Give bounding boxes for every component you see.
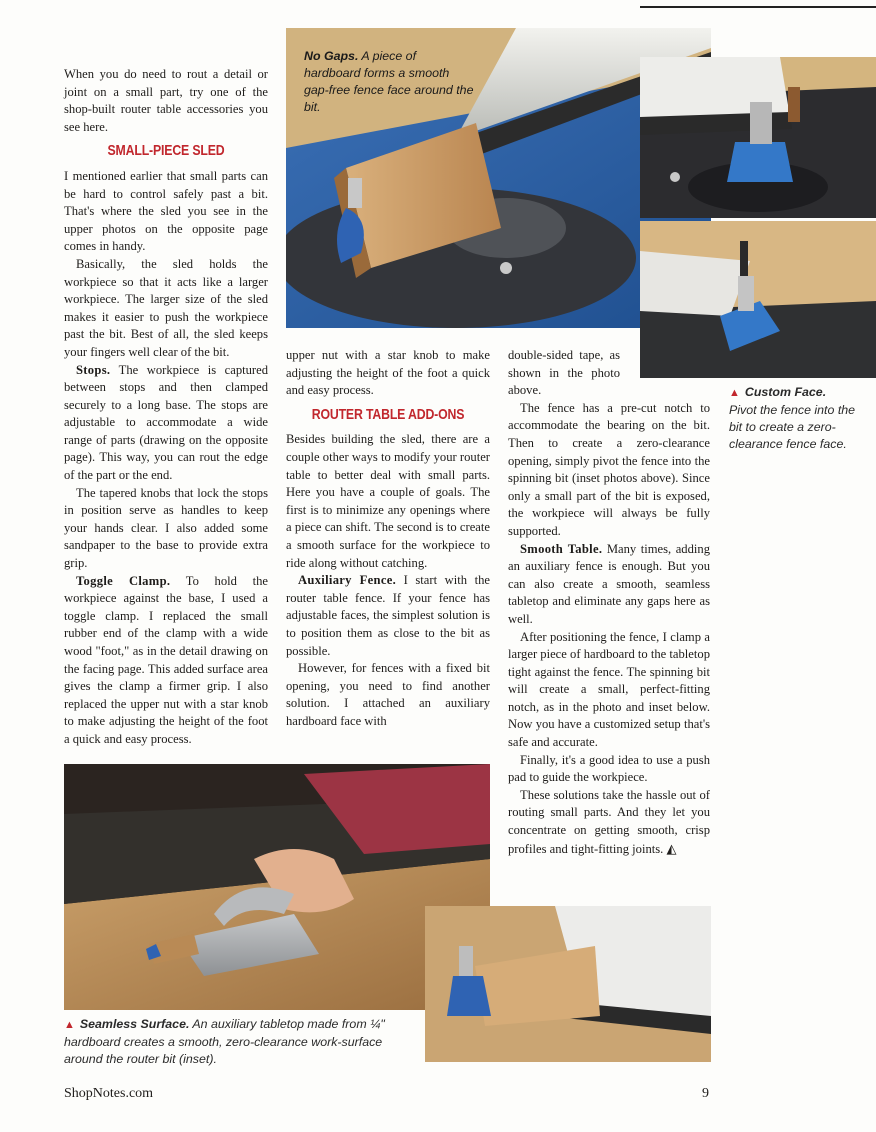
body-paragraph	[64, 362, 268, 485]
body-paragraph: The fence has a pre-cut notch to accommodate the bearing on the bit. Then to create a zero-clearance opening, simply pivot the fence into the spinning bit (inset photos above). Since only a small part of the bit is exposed, the workpiece will always be fully supported.	[508, 400, 710, 538]
closing-text: These solutions take the hassle out of routing small parts. And they let you concentrate on getting smooth, crisp profiles and tight-fitting joints.	[508, 787, 710, 856]
triangle-icon: ▲	[64, 1019, 75, 1031]
intro-paragraph: When you do need to rout a detail or joint on a small part, try one of the shop-built router table accessories you see here.	[64, 67, 268, 134]
runin-smooth-table: Smooth Table.	[520, 541, 603, 556]
end-mark-icon: ◭	[666, 840, 677, 856]
body-paragraph-continued: upper nut with a star knob to make adjusting the height of the foot a quick and easy process.	[286, 348, 490, 398]
smooth-text: Many times, adding an auxiliary fence is enough. But you can also create a smooth, seamless tabletop and eliminate any gaps here as well.	[508, 541, 710, 626]
column-1	[64, 66, 268, 749]
caption-text: An auxiliary tabletop made from ¼" hardboard creates a smooth, zero-clearance work-surface around the router bit (inset).	[64, 1017, 385, 1066]
caption-text: Pivot the fence into the bit to create a zero-clearance fence face.	[729, 403, 856, 451]
footer-site: ShopNotes.com	[64, 1086, 154, 1101]
runin-toggle-clamp: Toggle Clamp.	[76, 573, 171, 588]
caption-text: A piece of hardboard forms a smooth gap-free fence face around the bit.	[304, 49, 474, 114]
body-paragraph	[508, 787, 710, 858]
column-3	[508, 347, 710, 858]
caption-custom-face	[729, 384, 869, 453]
stops-text: The workpiece is captured between stops and then clamped securely to a long base. The stops are adjustable to accommodate a wide range of parts (drawing on the opposite page). This way, you can rout the edge of the part or the end.	[64, 362, 268, 483]
caption-title: Seamless Surface.	[79, 1017, 190, 1031]
top-rule	[640, 6, 876, 8]
column-2	[286, 347, 490, 730]
body-paragraph: I mentioned earlier that small parts can be hard to control safely past a bit. That's where the sled you see in the upper photos on the opposite page comes in handy.	[64, 168, 268, 254]
toggle-text: To hold the workpiece against the base, I used a toggle clamp. I replaced the small rubber end of the clamp with a wide wood "foot," as in the detail drawing on the facing page. This added surface area gives the clamp a firmer grip. I also replaced the upper nut with a star knob to make adjusting the height of the foot a quick and easy process.	[64, 573, 269, 746]
inset-tabletop-photo	[425, 906, 711, 1062]
caption-seamless-surface	[64, 1016, 420, 1068]
body-paragraph	[508, 541, 710, 629]
photo-inset-top	[640, 57, 876, 218]
inset-bit-photo-1	[640, 57, 876, 218]
fence-text: I start with the router table fence. If your fence has adjustable faces, the simplest solution is to position them as close to the bit as possible.	[286, 573, 490, 658]
body-paragraph: Basically, the sled holds the workpiece so that it acts like a larger workpiece. The larger size of the sled makes it easier to push the workpiece past the bit. Best of all, the sled keeps your fingers well clear of the bit.	[64, 256, 268, 359]
body-paragraph	[286, 572, 490, 660]
body-paragraph: The tapered knobs that lock the stops in position serve as handles to keep your hands clear. I also added some sandpaper to the base to provide extra grip.	[64, 485, 268, 571]
page-number: 9	[702, 1086, 709, 1101]
caption-title: No Gaps.	[304, 49, 359, 63]
heading-router-table-add-ons: ROUTER TABLE ADD-ONS	[311, 405, 465, 423]
body-paragraph-continued: double-sided tape, as shown in the photo above.	[508, 348, 620, 398]
triangle-icon: ▲	[729, 387, 740, 399]
runin-stops: Stops.	[76, 362, 111, 377]
heading-small-piece-sled: SMALL-PIECE SLED	[107, 142, 225, 160]
caption-title: Custom Face.	[744, 385, 827, 399]
caption-no-gaps	[304, 48, 474, 116]
body-paragraph: Besides building the sled, there are a couple other ways to modify your router table to better deal with small parts. Here you have a couple of goals. The first is to minimize any openings where a piece can shift. The second is to create a smooth surface for the workpiece to ride along without catching.	[286, 432, 490, 570]
photo-inset-tabletop	[425, 906, 711, 1062]
body-paragraph: After positioning the fence, I clamp a larger piece of hardboard to the tabletop tight against the fence. The spinning bit will create a small, perfect-fitting notch, as in the photo and inset below. Now you have a customized setup that's safe and accurate.	[508, 629, 710, 750]
runin-auxiliary-fence: Auxiliary Fence.	[298, 573, 397, 588]
body-paragraph	[64, 573, 268, 749]
body-paragraph: Finally, it's a good idea to use a push pad to guide the workpiece.	[508, 752, 710, 785]
body-paragraph: However, for fences with a fixed bit opening, you need to find another solution. I attached an auxiliary hardboard face with	[286, 661, 490, 728]
